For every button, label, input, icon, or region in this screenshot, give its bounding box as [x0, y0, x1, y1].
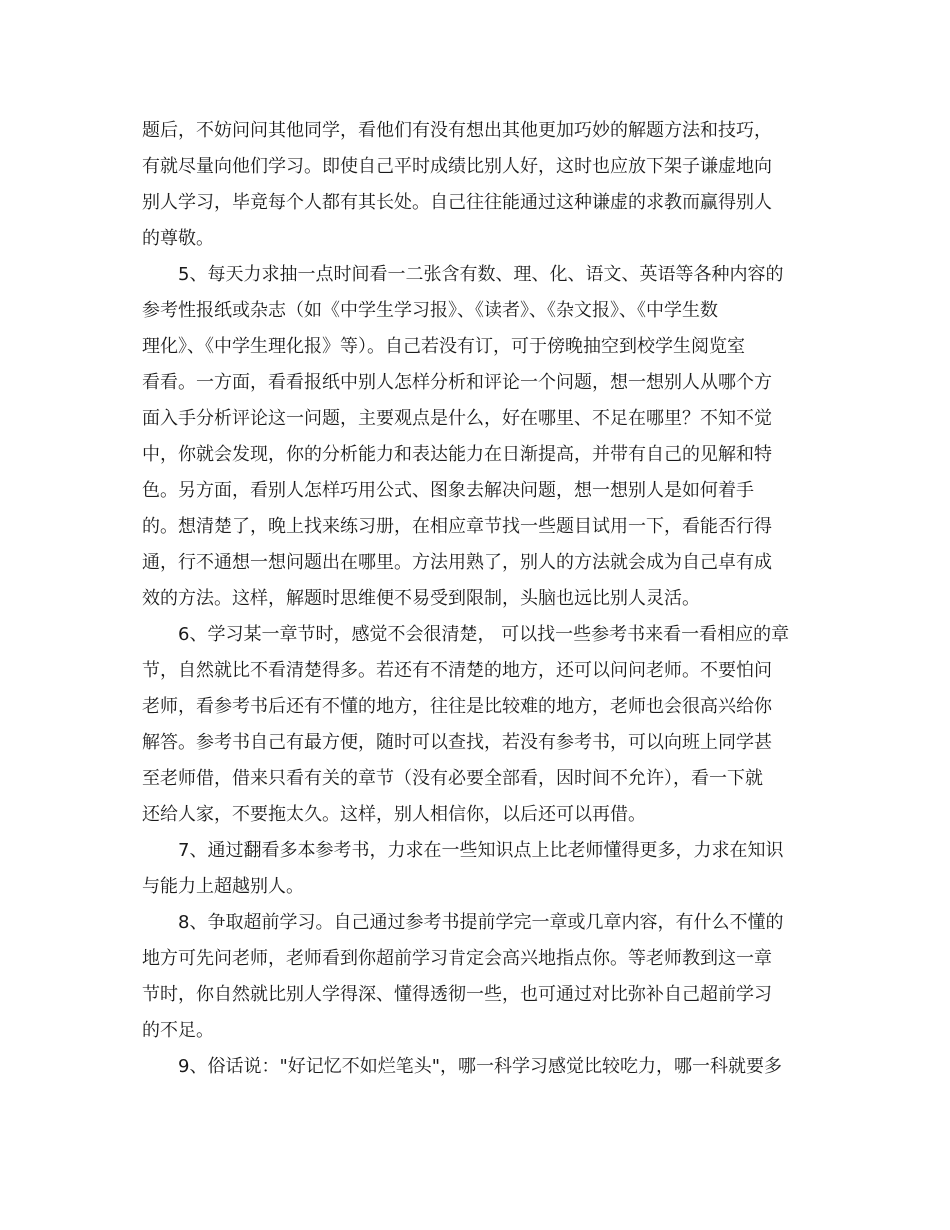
text-line: 节，自然就比不看清楚得多。若还有不清楚的地方，还可以问问老师。不要怕问	[142, 660, 772, 681]
text-line: 色。另方面，看别人怎样巧用公式、图象去解决问题，想一想别人是如何着手	[142, 480, 754, 501]
paragraph-8-start: 8、争取超前学习。自己通过参考书提前学完一章或几章内容，有什么不懂的	[178, 912, 784, 933]
text-line: 理化》、《中学生理化报》等）。自己若没有订，可于傍晚抽空到校学生阅览室	[142, 336, 745, 357]
text-line: 面入手分析评论这一问题，主要观点是什么，好在哪里、不足在哪里？不知不觉	[142, 408, 772, 429]
text-line: 的。想清楚了，晚上找来练习册，在相应章节找一些题目试用一下，看能否行得	[142, 516, 772, 537]
text-line: 题后，不妨问问其他同学，看他们有没有想出其他更加巧妙的解题方法和技巧，	[142, 120, 772, 141]
text-line: 看看。一方面，看看报纸中别人怎样分析和评论一个问题，想一想别人从哪个方	[142, 372, 772, 393]
text-line: 的不足。	[142, 1020, 214, 1041]
text-line: 至老师借，借来只看有关的章节（没有必要全部看，因时间不允许），看一下就	[142, 768, 763, 789]
text-line: 解答。参考书自己有最方便，随时可以查找，若没有参考书，可以向班上同学甚	[142, 732, 772, 753]
text-line: 还给人家，不要拖太久。这样，别人相信你，以后还可以再借。	[142, 804, 646, 825]
text-line: 与能力上超越别人。	[142, 876, 304, 897]
text-line: 效的方法。这样，解题时思维便不易受到限制，头脑也远比别人灵活。	[142, 588, 700, 609]
text-line: 中，你就会发现，你的分析能力和表达能力在日渐提高，并带有自己的见解和特	[142, 444, 772, 465]
paragraph-7-start: 7、通过翻看多本参考书，力求在一些知识点上比老师懂得更多，力求在知识	[178, 840, 784, 861]
text-line: 节时，你自然就比别人学得深、懂得透彻一些，也可通过对比弥补自己超前学习	[142, 984, 772, 1005]
text-line: 地方可先问老师，老师看到你超前学习肯定会高兴地指点你。等老师教到这一章	[142, 948, 772, 969]
text-line: 的尊敬。	[142, 228, 214, 249]
paragraph-6-start: 6、学习某一章节时，感觉不会很清楚， 可以找一些参考书来看一看相应的章	[178, 624, 790, 645]
text-line: 通，行不通想一想问题出在哪里。方法用熟了，别人的方法就会成为自己卓有成	[142, 552, 772, 573]
paragraph-5-start: 5、每天力求抽一点时间看一二张含有数、理、化、语文、英语等各种内容的	[178, 264, 784, 285]
text-line: 老师，看参考书后还有不懂的地方，往往是比较难的地方，老师也会很高兴给你	[142, 696, 772, 717]
paragraph-9-start: 9、俗话说："好记忆不如烂笔头"，哪一科学习感觉比较吃力，哪一科就要多	[178, 1056, 783, 1077]
text-line: 参考性报纸或杂志（如《中学生学习报》、《读者》、《杂文报》、《中学生数	[142, 300, 718, 321]
text-line: 有就尽量向他们学习。即使自己平时成绩比别人好，这时也应放下架子谦虚地向	[142, 156, 772, 177]
text-line: 别人学习，毕竟每个人都有其长处。自己往往能通过这种谦虚的求教而赢得别人	[142, 192, 772, 213]
